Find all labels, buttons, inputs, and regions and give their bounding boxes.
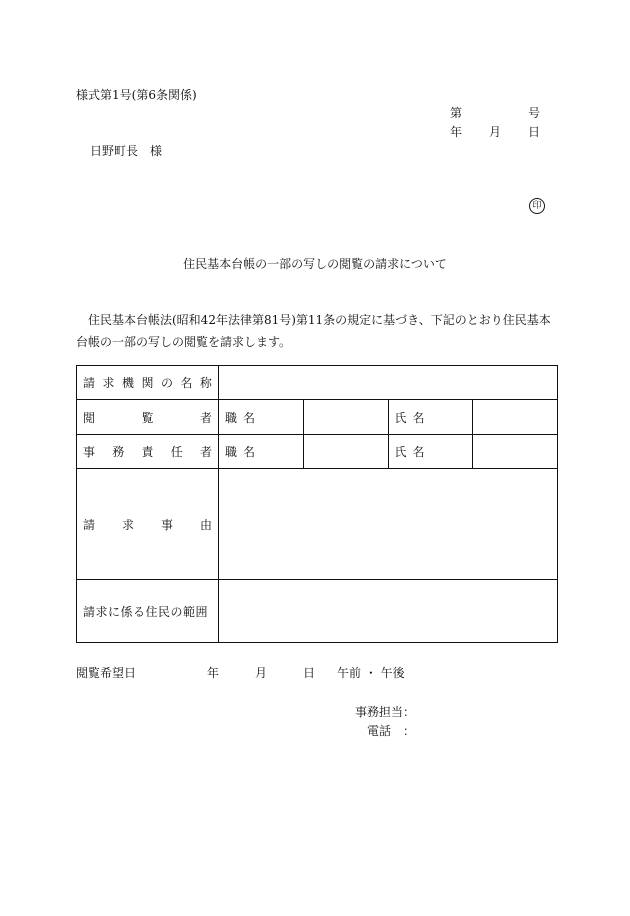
number-prefix: 第 — [450, 106, 463, 120]
date-year: 年 — [450, 125, 463, 139]
label-char: 名 — [412, 410, 425, 425]
request-reason-label — [77, 469, 219, 580]
requesting-organization-label — [77, 366, 219, 400]
requesting-organization-field[interactable] — [219, 366, 558, 400]
document-title: 住民基本台帳の一部の写しの閲覧の請求について — [183, 257, 447, 271]
contact-phone-label: 電話 ： — [367, 724, 416, 738]
label-char: 称 — [199, 376, 212, 390]
table-row-requesting-organization — [77, 366, 558, 400]
label-char: 職 — [225, 445, 238, 459]
viewer-name-field[interactable] — [473, 400, 558, 435]
label-char: 関 — [141, 376, 154, 390]
responsible-name-label — [388, 435, 473, 469]
document-date-line — [450, 123, 540, 140]
number-suffix: 号 — [527, 106, 540, 120]
request-reason-field[interactable] — [219, 469, 558, 580]
label-char: 氏 — [394, 410, 407, 425]
viewing-date-label: 閲覧希望日 — [76, 666, 137, 680]
label-char: 請 — [83, 517, 96, 532]
label-char: 名 — [180, 376, 193, 390]
viewer-job-title-field[interactable] — [303, 400, 388, 435]
resident-scope-label: 請求に係る住民の範囲 — [77, 580, 219, 643]
responsible-person-label — [77, 435, 219, 469]
document-number-line — [450, 104, 540, 121]
request-body-text: 住民基本台帳法(昭和42年法律第81号)第11条の規定に基づき、下記のとおり住民基本台帳の一部の写しの閲覧を請求します。 — [76, 313, 551, 349]
label-char: 事 — [83, 445, 96, 459]
label-char: 請 — [83, 376, 96, 390]
label-char: 名 — [242, 445, 255, 459]
resident-scope-field[interactable] — [219, 580, 558, 643]
date-month: 月 — [488, 125, 501, 139]
label-char: 責 — [141, 445, 154, 459]
label-char: 閲 — [83, 410, 96, 425]
label-char: 者 — [199, 445, 212, 459]
label-char: 事 — [160, 517, 173, 532]
label-char: 職 — [225, 410, 238, 425]
responsible-name-field[interactable] — [473, 435, 558, 469]
table-row-responsible-person — [77, 435, 558, 469]
label-char: 名 — [412, 445, 425, 459]
label-char: 由 — [199, 517, 212, 532]
table-row-viewer — [77, 400, 558, 435]
seal-icon: 印 — [529, 198, 545, 214]
label-char: 求 — [121, 517, 134, 532]
form-number: 様式第1号(第6条関係) — [76, 88, 197, 102]
viewing-date-month: 月 — [255, 666, 268, 680]
request-form-table — [76, 365, 558, 643]
label-char: 務 — [112, 445, 125, 459]
label-char: の — [160, 376, 173, 390]
viewer-job-title-label — [219, 400, 304, 435]
label-char: 任 — [170, 445, 183, 459]
label-char: 氏 — [394, 445, 407, 459]
viewing-date-am-pm: 午前 ・ 午後 — [337, 666, 405, 680]
responsible-job-title-label — [219, 435, 304, 469]
date-day: 日 — [527, 125, 540, 139]
label-char: 覧 — [141, 410, 154, 425]
viewer-label — [77, 400, 219, 435]
contact-staff-label: 事務担当： — [355, 705, 416, 719]
table-row-request-reason — [77, 469, 558, 580]
viewer-name-label — [388, 400, 473, 435]
table-row-resident-scope — [77, 580, 558, 643]
responsible-job-title-field[interactable] — [303, 435, 388, 469]
addressee: 日野町長 様 — [90, 144, 163, 158]
viewing-date-year: 年 — [207, 666, 220, 680]
label-char: 者 — [199, 410, 212, 425]
label-char: 求 — [102, 376, 115, 390]
label-char: 機 — [121, 376, 134, 390]
viewing-date-day: 日 — [303, 666, 316, 680]
label-char: 名 — [242, 410, 255, 425]
